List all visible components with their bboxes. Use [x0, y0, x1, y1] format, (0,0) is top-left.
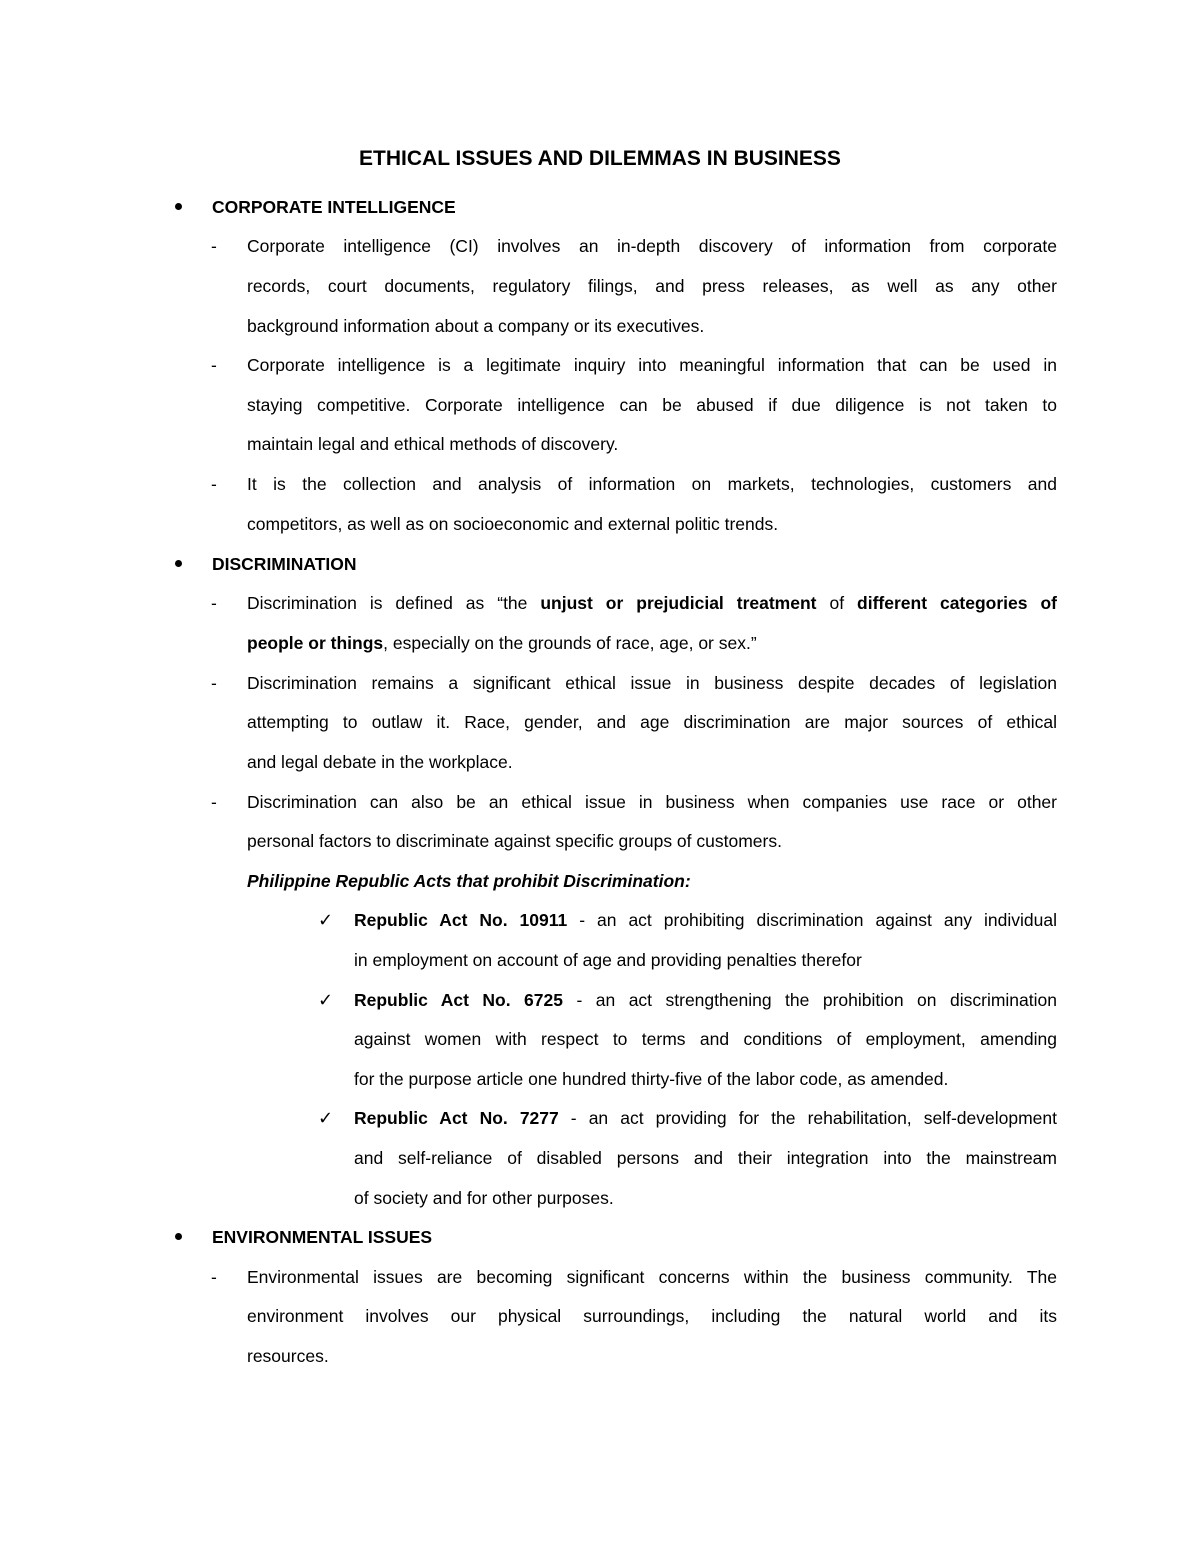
dash-marker: - — [211, 673, 217, 693]
section-heading-environmental-issues: ENVIRONMENTAL ISSUES — [212, 1227, 433, 1247]
definition-text: of — [816, 593, 858, 613]
disc-paragraph-1-line-1 — [247, 590, 1057, 616]
definition-text: , especially on the grounds of race, age, or sex.” — [383, 633, 757, 653]
ci-paragraph-1-line-2: records, court documents, regulatory filings, and press releases, as well as any other — [247, 276, 1057, 296]
ci-paragraph-2-line-1: Corporate intelligence is a legitimate inquiry into meaningful information that can be used in — [247, 355, 1057, 375]
disc-paragraph-3-line-1: Discrimination can also be an ethical issue in business when companies use race or other — [247, 792, 1057, 812]
act-1-line-2: in employment on account of age and providing penalties therefor — [354, 950, 862, 970]
act-name: Republic Act No. 7277 — [354, 1108, 559, 1128]
disc-paragraph-2-line-2: attempting to outlaw it. Race, gender, and age discrimination are major sources of ethical — [247, 712, 1057, 732]
bullet-icon — [175, 203, 182, 210]
act-description: - an act prohibiting discrimination against any individual — [567, 910, 1057, 930]
act-3-line-1 — [354, 1105, 1057, 1131]
act-3-line-3: of society and for other purposes. — [354, 1188, 614, 1208]
act-2-line-2: against women with respect to terms and conditions of employment, amending — [354, 1029, 1057, 1049]
ci-paragraph-2-line-3: maintain legal and ethical methods of discovery. — [247, 434, 619, 454]
act-description: - an act providing for the rehabilitation, self-development — [558, 1108, 1057, 1128]
ci-paragraph-3-line-2: competitors, as well as on socioeconomic and external politic trends. — [247, 514, 779, 534]
definition-text: Discrimination is defined as “the — [247, 593, 541, 613]
dash-marker: - — [211, 474, 217, 494]
act-3-line-2: and self-reliance of disabled persons and their integration into the mainstream — [354, 1148, 1057, 1168]
definition-emphasis: unjust or prejudicial treatment — [540, 593, 817, 613]
disc-paragraph-2-line-1: Discrimination remains a significant ethical issue in business despite decades of legislation — [247, 673, 1057, 693]
act-name: Republic Act No. 6725 — [354, 990, 563, 1010]
page-title: ETHICAL ISSUES AND DILEMMAS IN BUSINESS — [359, 147, 841, 170]
section-heading-corporate-intelligence: CORPORATE INTELLIGENCE — [212, 197, 456, 217]
republic-acts-heading: Philippine Republic Acts that prohibit Discrimination: — [247, 871, 691, 891]
bullet-icon — [175, 1233, 182, 1240]
env-paragraph-1-line-1: Environmental issues are becoming significant concerns within the business community. The — [247, 1267, 1057, 1287]
bullet-icon — [175, 560, 182, 567]
disc-paragraph-1-line-2 — [247, 630, 757, 656]
dash-marker: - — [211, 1267, 217, 1287]
disc-paragraph-3-line-2: personal factors to discriminate against specific groups of customers. — [247, 831, 782, 851]
env-paragraph-1-line-2: environment involves our physical surroundings, including the natural world and its — [247, 1306, 1057, 1326]
section-heading-discrimination: DISCRIMINATION — [212, 554, 357, 574]
ci-paragraph-1-line-3: background information about a company or its executives. — [247, 316, 705, 336]
definition-emphasis: people or things — [247, 633, 384, 653]
act-2-line-1 — [354, 987, 1057, 1013]
checkmark-icon: ✓ — [318, 910, 334, 930]
dash-marker: - — [211, 593, 217, 613]
dash-marker: - — [211, 355, 217, 375]
ci-paragraph-2-line-2: staying competitive. Corporate intelligence can be abused if due diligence is not taken to — [247, 395, 1057, 415]
dash-marker: - — [211, 792, 217, 812]
definition-emphasis: different categories of — [857, 593, 1057, 613]
dash-marker: - — [211, 236, 217, 256]
disc-paragraph-2-line-3: and legal debate in the workplace. — [247, 752, 513, 772]
checkmark-icon: ✓ — [318, 1108, 334, 1128]
act-1-line-1 — [354, 907, 1057, 933]
checkmark-icon: ✓ — [318, 990, 334, 1010]
ci-paragraph-3-line-1: It is the collection and analysis of information on markets, technologies, customers and — [247, 474, 1057, 494]
act-2-line-3: for the purpose article one hundred thirty-five of the labor code, as amended. — [354, 1069, 949, 1089]
env-paragraph-1-line-3: resources. — [247, 1346, 329, 1366]
ci-paragraph-1-line-1: Corporate intelligence (CI) involves an in-depth discovery of information from corporate — [247, 236, 1057, 256]
act-name: Republic Act No. 10911 — [354, 910, 568, 930]
act-description: - an act strengthening the prohibition on discrimination — [562, 990, 1057, 1010]
